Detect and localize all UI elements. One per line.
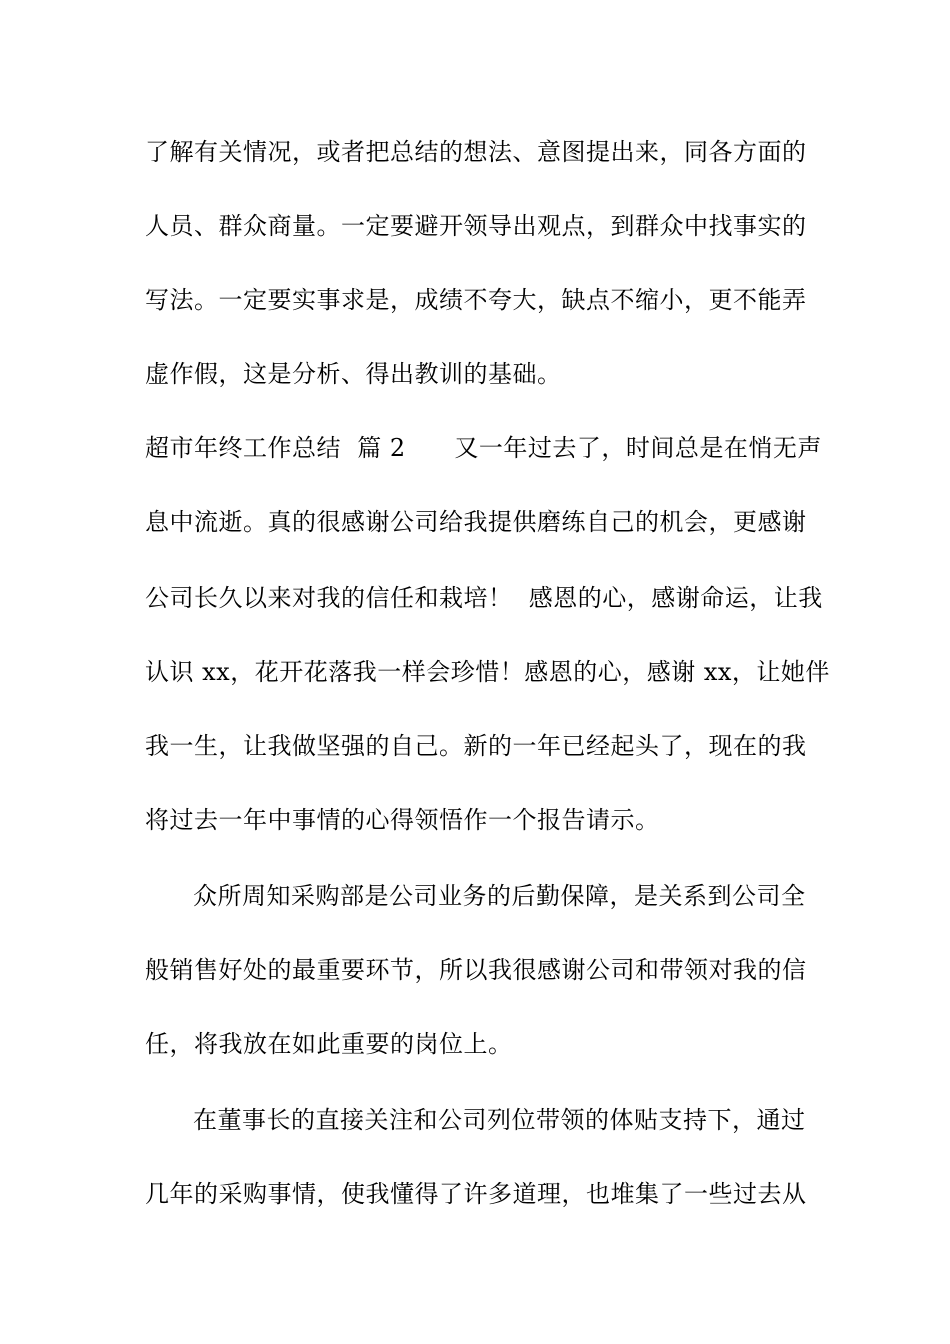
body-text-line: 几年的采购事情，使我懂得了许多道理，也堆集了一些过去从 <box>145 1180 807 1208</box>
body-text-line: 任，将我放在如此重要的岗位上。 <box>145 1030 513 1058</box>
body-text-line: 认识 xx，花开花落我一样会珍惜！感恩的心，感谢 xx，让她伴 <box>145 658 830 686</box>
paragraph-first-line: 在董事长的直接关注和公司列位带领的体贴支持下，通过 <box>193 1106 806 1134</box>
body-text-line: 般销售好处的最重要环节，所以我很感谢公司和带领对我的信 <box>145 956 807 984</box>
paragraph-first-line: 众所周知采购部是公司业务的后勤保障，是关系到公司全 <box>193 882 806 910</box>
body-text-line: 公司长久以来对我的信任和栽培！ 感恩的心，感谢命运，让我 <box>145 584 823 612</box>
section-heading-line: 超市年终工作总结 篇 2 又一年过去了，时间总是在悄无声 <box>145 434 822 462</box>
body-text-line: 虚作假，这是分析、得出教训的基础。 <box>145 360 562 388</box>
body-text-line: 我一生，让我做坚强的自己。新的一年已经起头了，现在的我 <box>145 732 807 760</box>
body-text-line: 了解有关情况，或者把总结的想法、意图提出来，同各方面的 <box>145 138 807 166</box>
body-text-line: 写法。一定要实事求是，成绩不夸大，缺点不缩小，更不能弄 <box>145 286 807 314</box>
body-text-line: 将过去一年中事情的心得领悟作一个报告请示。 <box>145 806 660 834</box>
body-text-line: 人员、群众商量。一定要避开领导出观点，到群众中找事实的 <box>145 212 807 240</box>
body-text-line: 息中流逝。真的很感谢公司给我提供磨练自己的机会，更感谢 <box>145 508 807 536</box>
